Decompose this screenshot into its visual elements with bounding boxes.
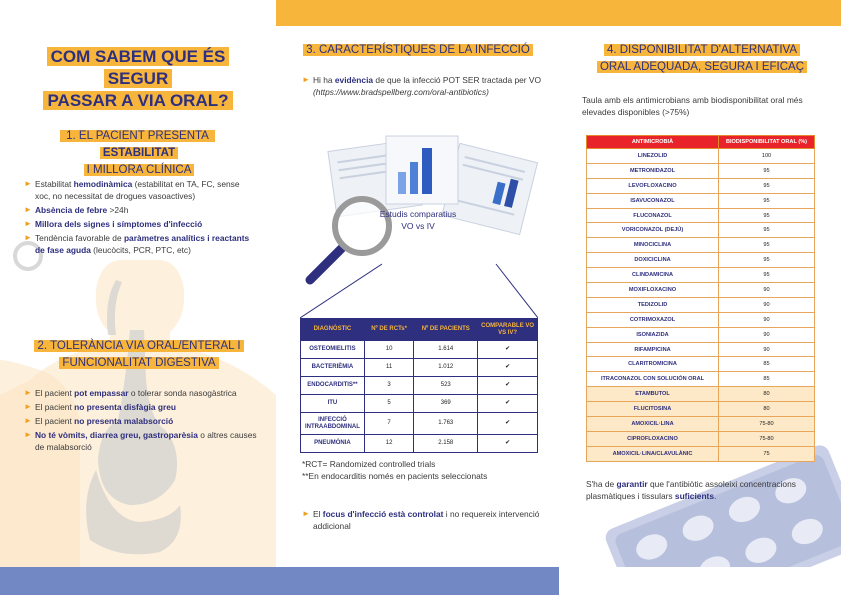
table-row — [587, 387, 815, 402]
bioavailability-value: 95 — [719, 208, 815, 223]
arrow-bullet-icon: ► — [24, 179, 32, 188]
bioavailability-value: 75-80 — [719, 431, 815, 446]
arrow-bullet-icon: ► — [24, 205, 32, 214]
check-icon: ✔ — [478, 359, 538, 377]
bioavailability-value: 90 — [719, 342, 815, 357]
closing-statement: S'ha de garantir que l'antibiòtic assoleixi concentracions plasmàtiques i tissulars suficients. — [586, 479, 796, 501]
arrow-bullet-icon: ► — [24, 416, 32, 425]
check-icon: ✔ — [478, 435, 538, 453]
check-icon: ✔ — [478, 341, 538, 359]
bar-chart-card-icon — [386, 136, 458, 204]
bioavailability-value: 95 — [719, 238, 815, 253]
list-item: ► Hi ha evidència de que la infecció POT SER tractada per VO (https://www.bradspellberg.com/oral-antibiotics) — [302, 75, 541, 97]
bioavailability-value: 90 — [719, 283, 815, 298]
table-row — [587, 253, 815, 268]
check-icon: ✔ — [478, 395, 538, 413]
bioavailability-value: 80 — [719, 402, 815, 417]
table-row — [587, 446, 815, 461]
table-header-row — [301, 319, 538, 341]
antimicrobial-name: FLUCONAZOL — [587, 208, 719, 223]
column-header: COMPARABLE VO VS IV? — [478, 319, 538, 341]
table-row — [587, 163, 815, 178]
antimicrobial-name: ITRACONAZOL CON SOLUCIÓN ORAL — [587, 372, 719, 387]
bioavailability-value: 75 — [719, 446, 815, 461]
table-footnotes: *RCT= Randomized controlled trials **En endocarditis només en pacients seleccionats — [302, 459, 488, 481]
table-row — [587, 178, 815, 193]
antimicrobial-name: ISAVUCONAZOL — [587, 193, 719, 208]
section-1-title: 1. EL PACIENT PRESENTA ESTABILITAT I MILLORA CLÍNICA — [26, 128, 252, 179]
oral-tolerance-list — [24, 387, 262, 455]
list-item: ► El pacient pot empassar o tolerar sonda nasogàstrica — [24, 388, 237, 398]
antimicrobial-name: RIFAMPICINA — [587, 342, 719, 357]
antimicrobial-name: FLUCITOSINA — [587, 402, 719, 417]
bioavailability-value: 75-80 — [719, 417, 815, 432]
antimicrobial-name: METRONIDAZOL — [587, 163, 719, 178]
antimicrobial-name: MOXIFLOXACINO — [587, 283, 719, 298]
bioavailability-value: 85 — [719, 372, 815, 387]
section-2-title: 2. TOLERÀNCIA VIA ORAL/ENTERAL I FUNCIONALITAT DIGESTIVA — [26, 338, 252, 372]
table-row — [587, 238, 815, 253]
bioavailability-value: 90 — [719, 327, 815, 342]
column-clinical-stability — [0, 0, 276, 567]
list-item: ► Tendència favorable de paràmetres analítics i reactants de fase aguda (leucòcits, PCR, PTC, etc) — [24, 233, 250, 255]
list-item: ► El pacient no presenta malabsorció — [24, 416, 174, 426]
table-intro: Taula amb els antimicrobians amb biodisponibilitat oral més elevades disponibles (>75%) — [582, 95, 803, 117]
table-row: BACTERIÈMIA 11 1.012 ✔ — [301, 359, 538, 377]
table-header-row — [587, 136, 815, 149]
bioavailability-value: 85 — [719, 357, 815, 372]
antimicrobial-name: LINEZOLID — [587, 149, 719, 164]
antimicrobial-name: TEDIZOLID — [587, 297, 719, 312]
evidence-list — [302, 74, 552, 100]
antimicrobial-name: VORICONAZOL (DEJÚ) — [587, 223, 719, 238]
bioavailability-value: 90 — [719, 312, 815, 327]
table-row — [587, 208, 815, 223]
list-item: ► No té vòmits, diarrea greu, gastroparèsia o altres causes de malabsorció — [24, 430, 257, 452]
column-header: Nº DE RCTs* — [364, 319, 413, 341]
bioavailability-value: 95 — [719, 223, 815, 238]
table-row — [587, 431, 815, 446]
bioavailability-value: 100 — [719, 149, 815, 164]
antimicrobial-name: AMOXICIL·LINA — [587, 417, 719, 432]
arrow-bullet-icon: ► — [24, 233, 32, 242]
antimicrobial-name: AMOXICIL·LINA/CLAVULÀNIC — [587, 446, 719, 461]
table-row — [587, 402, 815, 417]
list-item: ► Millora dels signes i símptomes d'infecció — [24, 219, 203, 229]
table-row — [587, 193, 815, 208]
antimicrobial-name: ISONIAZIDA — [587, 327, 719, 342]
bioavailability-value: 90 — [719, 297, 815, 312]
column-header: ANTIMICROBIÀ — [587, 136, 719, 149]
arrow-bullet-icon: ► — [24, 219, 32, 228]
table-row — [587, 268, 815, 283]
table-row: ITU 5 369 ✔ — [301, 395, 538, 413]
table-row — [587, 297, 815, 312]
bioavailability-value: 80 — [719, 387, 815, 402]
arrow-bullet-icon: ► — [302, 75, 310, 84]
antimicrobial-name: CLINDAMICINA — [587, 268, 719, 283]
evidence-link: (https://www.bradspellberg.com/oral-antibiotics) — [313, 87, 489, 97]
bottom-accent-bar — [0, 567, 559, 595]
table-row: OSTEOMIELITIS 10 1.614 ✔ — [301, 341, 538, 359]
bioavailability-table — [586, 135, 815, 462]
bioavailability-value: 95 — [719, 178, 815, 193]
list-item: ► El pacient no presenta disfàgia greu — [24, 402, 177, 412]
antimicrobial-name: CIPROFLOXACINO — [587, 431, 719, 446]
table-row — [587, 342, 815, 357]
check-icon: ✔ — [478, 377, 538, 395]
table-row: INFECCIÓ INTRAABDOMINAL 7 1.763 ✔ — [301, 413, 538, 435]
page-title: COM SABEM QUE ÉS SEGUR PASSAR A VIA ORAL? — [30, 46, 246, 112]
list-item: ► Absència de febre >24h — [24, 205, 129, 215]
column-infection-characteristics — [276, 0, 560, 567]
illustration-label: Estudis comparatius VO vs IV — [379, 209, 457, 231]
arrow-bullet-icon: ► — [24, 388, 32, 397]
antimicrobial-name: MINOCICLINA — [587, 238, 719, 253]
antimicrobial-name: ETAMBUTOL — [587, 387, 719, 402]
column-header: DIAGNÒSTIC — [301, 319, 365, 341]
table-row — [587, 312, 815, 327]
bioavailability-value: 95 — [719, 268, 815, 283]
table-row: ENDOCARDITIS** 3 523 ✔ — [301, 377, 538, 395]
check-icon: ✔ — [478, 413, 538, 435]
bioavailability-value: 95 — [719, 163, 815, 178]
zoom-callout-lines — [300, 262, 538, 320]
table-row — [587, 283, 815, 298]
stability-criteria-list — [24, 178, 254, 258]
column-header: BIODISPONIBILITAT ORAL (%) — [719, 136, 815, 149]
section-4-title: 4. DISPONIBILITAT D'ALTERNATIVA ORAL ADEQUADA, SEGURA I EFICAÇ — [580, 42, 824, 76]
focus-list — [302, 508, 542, 534]
antimicrobial-name: LEVOFLOXACINO — [587, 178, 719, 193]
arrow-bullet-icon: ► — [24, 430, 32, 439]
table-row — [587, 372, 815, 387]
antimicrobial-name: COTRIMOXAZOL — [587, 312, 719, 327]
section-3-title: 3. CARACTERÍSTIQUES DE LA INFECCIÓ — [296, 42, 540, 59]
arrow-bullet-icon: ► — [24, 402, 32, 411]
list-item: ► El focus d'infecció està controlat i no requereix intervenció addicional — [302, 509, 540, 531]
rct-comparison-table — [300, 318, 538, 453]
column-oral-alternative — [560, 0, 841, 567]
arrow-bullet-icon: ► — [302, 509, 310, 518]
column-header: Nº DE PACIENTS — [414, 319, 478, 341]
table-row — [587, 417, 815, 432]
antimicrobial-name: DOXICICLINA — [587, 253, 719, 268]
antimicrobial-name: CLARITROMICINA — [587, 357, 719, 372]
list-item: ► Estabilitat hemodinàmica (estabilitat en TA, FC, sense xoc, no necessitat de drogues vasoactives) — [24, 179, 240, 201]
table-row — [587, 223, 815, 238]
table-row — [587, 327, 815, 342]
table-row: PNEUMÒNIA 12 2.158 ✔ — [301, 435, 538, 453]
bioavailability-value: 95 — [719, 193, 815, 208]
table-row — [587, 149, 815, 164]
table-row — [587, 357, 815, 372]
bioavailability-value: 95 — [719, 253, 815, 268]
